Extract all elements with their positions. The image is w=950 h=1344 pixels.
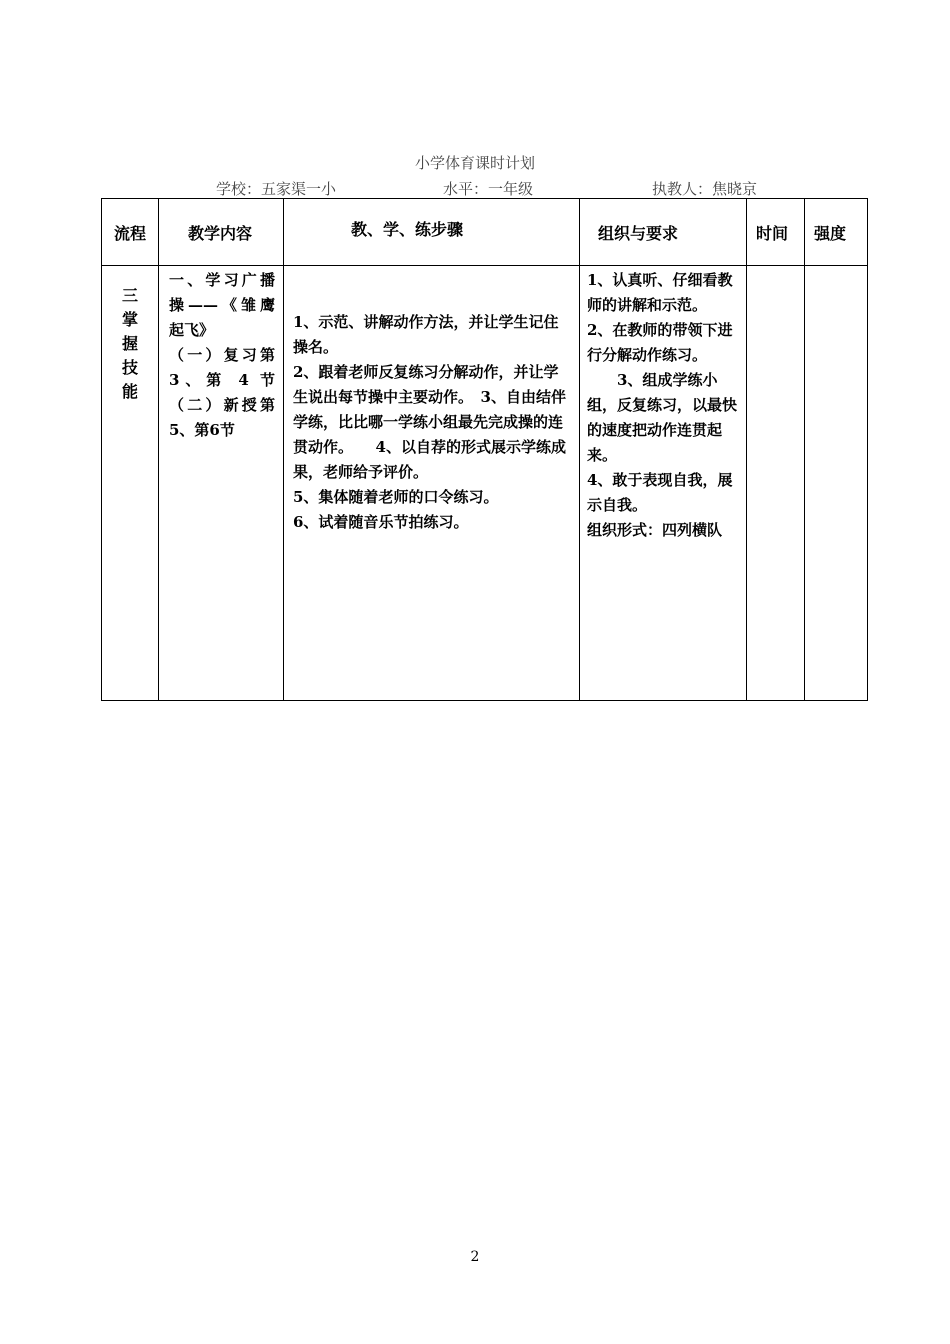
step-item: 1、示范、讲解动作方法，并让学生记住操名。 — [293, 313, 559, 356]
step-item: 5、集体随着老师的口令练习。 — [293, 488, 499, 506]
flow-cell — [102, 266, 159, 701]
table-header-row — [102, 199, 868, 266]
content-line: （一）复习第 — [169, 346, 275, 364]
column-header-intensity: 强度 — [805, 199, 868, 266]
intensity-cell — [805, 266, 868, 701]
content-line: （二）新授第 — [169, 396, 275, 414]
content-line: 起飞》 — [169, 321, 215, 339]
school-info: 学校：五家渠一小 — [216, 180, 337, 198]
lesson-plan-table — [101, 198, 868, 701]
step-item: 2、跟着老师反复练习分解动作，并让学生说出每节操中主要动作。 3、自由结伴学练，比比哪一学练小组最先完成操的连贯动作。 4、以自荐的形式展示学练成果，老师给予评价。 — [293, 363, 566, 481]
level-info: 水平：一年级 — [443, 180, 534, 198]
page-number: 2 — [470, 1249, 480, 1265]
content-line: 3、第 4 节 — [169, 371, 275, 389]
teacher-info: 执教人：焦晓京 — [652, 180, 758, 198]
column-header-flow: 流程 — [102, 199, 159, 266]
content-line: 5、第6节 — [169, 421, 235, 439]
steps-cell — [284, 266, 580, 701]
column-header-steps: 教、学、练步骤 — [284, 199, 580, 266]
organization-cell — [580, 266, 747, 701]
document-title: 小学体育课时计划 — [414, 154, 535, 172]
step-item: 6、试着随音乐节拍练习。 — [293, 513, 469, 531]
requirement-item: 3、组成学练小组，反复练习，以最快的速度把动作连贯起来。 — [587, 371, 738, 464]
column-header-time: 时间 — [747, 199, 805, 266]
requirement-item: 1、认真听、仔细看教师的讲解和示范。 — [587, 271, 733, 314]
requirement-item: 4、敢于表现自我，展示自我。 — [587, 471, 733, 514]
content-line: 一、学习广播 — [169, 271, 275, 289]
time-cell — [747, 266, 805, 701]
column-header-content: 教学内容 — [159, 199, 284, 266]
column-header-organization: 组织与要求 — [580, 199, 747, 266]
content-cell — [159, 266, 284, 701]
content-line: 操——《雏鹰 — [169, 296, 275, 314]
flow-text: 三掌握技能 — [121, 286, 138, 401]
requirement-item: 2、在教师的带领下进行分解动作练习。 — [587, 321, 733, 364]
table-row — [102, 266, 868, 701]
formation-text: 组织形式：四列横队 — [587, 521, 723, 539]
